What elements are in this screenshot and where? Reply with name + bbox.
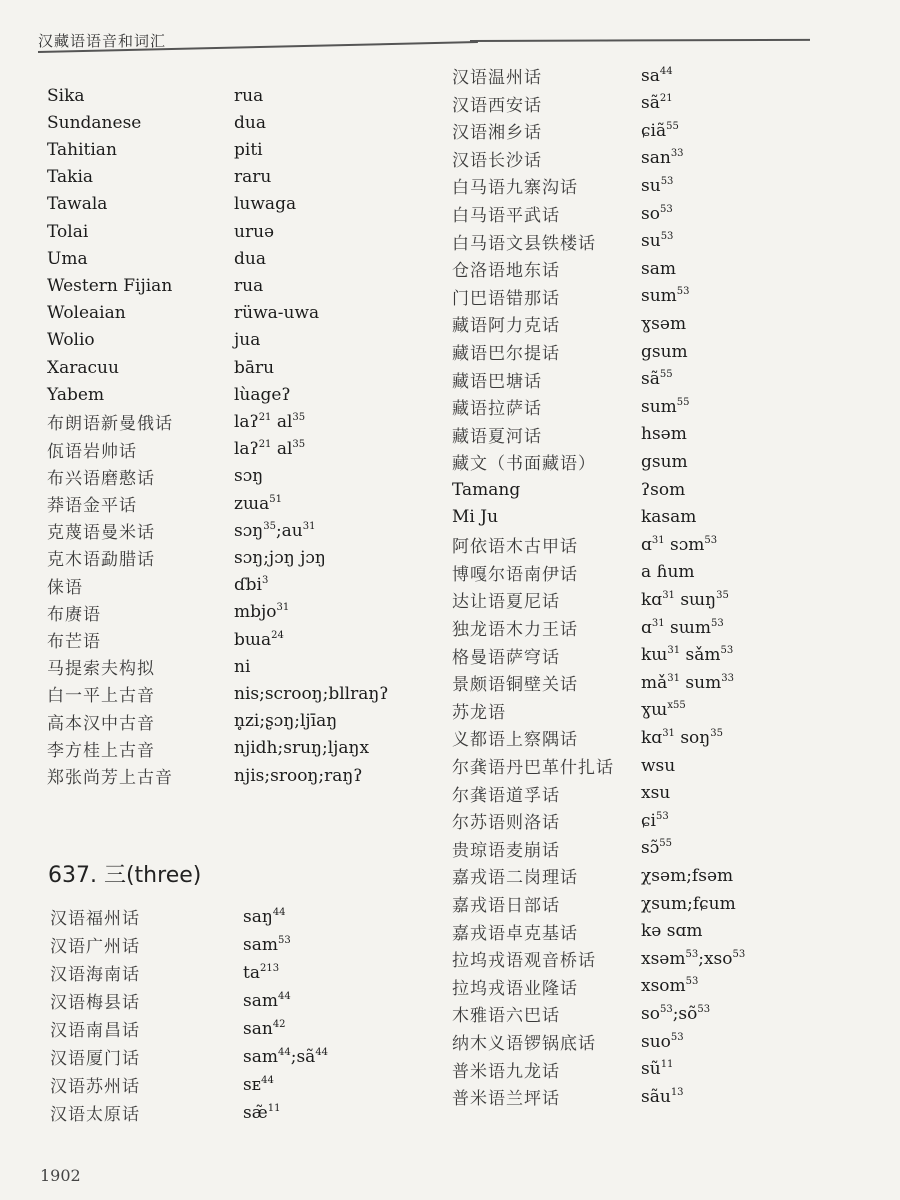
language-name: 布兴语磨憨话: [47, 468, 155, 489]
language-name: 莽语金平话: [47, 496, 137, 516]
entry-row: [452, 945, 872, 972]
word-form: sɔŋ;jɔŋ jɔŋ: [234, 547, 326, 568]
language-name: 义都语上察隅话: [452, 730, 578, 751]
word-form: bɯa$^{24}$: [234, 629, 284, 650]
word-form: χsum;fɕum: [641, 893, 736, 914]
word-form: zɯa$^{51}$: [234, 493, 282, 514]
word-form: $so^{53}$: [641, 203, 673, 224]
word-form: sᴇ$^{44}$: [243, 1074, 274, 1095]
language-name: 克蔑语曼米话: [47, 523, 155, 544]
entry-row: [47, 136, 467, 163]
language-name: 普米语兰坪话: [452, 1089, 560, 1110]
entry-row: [452, 642, 872, 669]
entry-row: [452, 724, 872, 751]
word-form: $mǎ^{31}$ sum$^{33}$: [641, 672, 734, 693]
word-form: ni: [234, 656, 251, 677]
language-name: 佤语岩帅话: [47, 441, 137, 462]
entry-row: [452, 310, 872, 337]
language-name: Tawala: [47, 194, 108, 215]
language-name: 尔龚语道孚话: [452, 785, 560, 806]
entry-row: [47, 490, 467, 517]
entry-row: [47, 164, 467, 191]
language-name: 汉语福州话: [50, 909, 140, 929]
entry-row: [47, 463, 467, 490]
word-form: $sã^{21}$: [641, 93, 673, 114]
section-title: 637. 三(three): [48, 863, 202, 888]
entry-row: [47, 735, 467, 762]
word-form: saŋ$^{44}$: [243, 906, 286, 927]
word-form: ɣsəm: [641, 313, 687, 334]
entry-row: [452, 835, 872, 862]
word-form: piti: [234, 139, 263, 160]
entry-row: [47, 381, 467, 408]
word-form: san$^{42}$: [243, 1018, 286, 1039]
running-header: 汉藏语语音和词汇: [38, 32, 167, 50]
word-form: xsəm$^{53}$;xso$^{53}$: [641, 948, 746, 969]
entry-row: [452, 807, 872, 834]
language-name: 布芒语: [47, 632, 101, 652]
language-name: 门巴语错那话: [452, 288, 560, 309]
entry-row: [452, 366, 872, 393]
entry-row: [47, 191, 467, 218]
language-name: 汉语长沙话: [452, 150, 542, 171]
entry-row: [47, 762, 467, 789]
word-form: hsəm: [641, 424, 687, 445]
entry-row: [452, 890, 872, 917]
language-name: Takia: [47, 167, 94, 188]
entry-row: [50, 959, 470, 986]
language-name: 嘉戎语日部话: [452, 896, 560, 916]
entry-row: [452, 90, 872, 117]
language-name: 克木语勐腊话: [47, 550, 155, 571]
word-form: njidh;sruŋ;ljaŋx: [234, 738, 370, 759]
word-form: gsum: [641, 341, 688, 362]
language-name: 汉语苏州话: [50, 1077, 140, 1097]
language-name: 格曼语萨穹话: [452, 647, 560, 668]
word-form: $ta^{213}$: [243, 962, 280, 983]
word-form: kɯ$^{31}$ sǎm$^{53}$: [641, 645, 734, 666]
language-name: 苏龙语: [452, 702, 506, 723]
page-number: 1902: [40, 1166, 81, 1185]
language-name: 白马语平武话: [452, 206, 560, 226]
language-name: 汉语太原话: [50, 1105, 140, 1125]
language-name: 藏语巴尔提话: [452, 344, 560, 364]
entry-row: [452, 559, 872, 586]
language-name: 汉语厦门话: [50, 1049, 140, 1069]
language-name: Western Fijian: [47, 275, 173, 296]
language-name: Uma: [47, 248, 88, 269]
word-form: ɕiã$^{55}$: [641, 120, 679, 141]
entry-row: [47, 272, 467, 299]
word-form: jua: [234, 330, 261, 351]
language-name: 嘉戎语二岗理话: [452, 868, 578, 889]
language-name: Tolai: [47, 221, 89, 242]
entry-row: [452, 448, 872, 475]
word-form: kə sɑm: [641, 921, 703, 942]
entry-row: [452, 62, 872, 89]
language-name: 独龙语木力王话: [452, 620, 578, 640]
entry-row: [47, 354, 467, 381]
entry-row: [452, 117, 872, 144]
word-form: $sũ^{11}$: [641, 1059, 674, 1080]
language-name: Wolio: [47, 330, 95, 351]
entry-row: [452, 338, 872, 365]
language-name: 纳木义语锣锅底话: [452, 1034, 596, 1054]
language-name: 拉坞戎语业隆话: [452, 978, 578, 999]
entry-row: [47, 300, 467, 327]
word-form: nis;scrooŋ;bllraŋʔ: [234, 683, 389, 704]
entry-row: [47, 708, 467, 735]
language-name: Sika: [47, 85, 85, 106]
language-name: 汉语湘乡话: [452, 123, 542, 144]
word-form: dua: [234, 112, 266, 133]
language-name: Yabem: [47, 384, 105, 405]
language-name: 尔龚语丹巴革什扎话: [452, 758, 614, 778]
entry-row: [47, 218, 467, 245]
entry-row: [47, 626, 467, 653]
entry-row: [47, 327, 467, 354]
word-form: luwaga: [234, 194, 297, 215]
word-form: bāru: [234, 357, 275, 378]
word-form: $sã^{55}$: [641, 369, 673, 390]
entry-row: [47, 82, 467, 109]
language-name: 汉语梅县话: [50, 993, 140, 1013]
word-form: suo$^{53}$: [641, 1031, 684, 1052]
language-name: 藏文（书面藏语）: [452, 454, 596, 475]
language-name: 汉语南昌话: [50, 1021, 140, 1041]
word-form: n̥zi;ʂɔŋ;ljīaŋ: [234, 711, 338, 732]
word-form: laʔ$^{21}$ $al^{35}$: [234, 411, 306, 432]
language-name: 布赓语: [47, 604, 101, 625]
language-name: 拉坞戎语观音桥话: [452, 951, 596, 972]
word-form: rua: [234, 85, 264, 106]
language-name: 嘉戎语卓克基话: [452, 923, 578, 944]
word-form: sɔ̃$^{55}$: [641, 838, 672, 859]
entry-row: [452, 586, 872, 613]
entry-row: [452, 669, 872, 696]
word-form: rua: [234, 275, 264, 296]
language-name: 达让语夏尼话: [452, 592, 560, 613]
language-name: 仓洛语地东话: [452, 261, 560, 282]
entry-row: [47, 109, 467, 136]
word-form: mbjo$^{31}$: [234, 602, 290, 623]
language-name: 木雅语六巴话: [452, 1006, 560, 1027]
word-form: gsum: [641, 451, 688, 472]
language-name: 贵琼语麦崩话: [452, 840, 560, 861]
language-name: Tamang: [452, 479, 521, 500]
word-form: a ɦum: [641, 562, 695, 583]
entry-row: [452, 697, 872, 724]
language-name: 白一平上古音: [47, 686, 155, 707]
language-name: 阿依语木古甲话: [452, 537, 578, 558]
language-name: 汉语广州话: [50, 937, 140, 957]
word-form: dua: [234, 248, 266, 269]
entry-row: [47, 245, 467, 272]
language-name: 白马语文县铁楼话: [452, 233, 596, 254]
word-form: $sam^{44};sã^{44}$: [243, 1046, 329, 1067]
word-form: kɑ$^{31}$ sɯŋ$^{35}$: [641, 589, 729, 610]
entry-row: [452, 752, 872, 779]
word-form: ɣɯ$^{x55}$: [641, 700, 686, 721]
language-name: 汉语温州话: [452, 68, 542, 88]
language-name: 景颇语铜壁关话: [452, 675, 578, 696]
entry-row: [452, 780, 872, 807]
word-form: ɗbi$^3$: [234, 575, 269, 596]
word-form: rüwa-uwa: [234, 303, 320, 324]
word-form: sãu$^{13}$: [641, 1086, 684, 1107]
entry-row: [47, 653, 467, 680]
entry-row: [47, 599, 467, 626]
word-form: sum$^{53}$: [641, 286, 690, 307]
language-name: Xaracuu: [47, 357, 119, 378]
language-name: 藏语阿力克话: [452, 316, 560, 337]
word-form: χsəm;fsəm: [641, 865, 734, 886]
entry-row: [452, 200, 872, 227]
entry-row: [50, 1099, 470, 1126]
word-form: ɕi$^{53}$: [641, 810, 669, 831]
entry-row: [452, 255, 872, 282]
entry-row: [452, 614, 872, 641]
word-form: laʔ$^{21}$ $al^{35}$: [234, 439, 306, 460]
word-form: $su^{53}$: [641, 175, 674, 196]
entry-row: [452, 172, 872, 199]
word-form: lùageʔ: [234, 384, 291, 405]
language-name: 高本汉中古音: [47, 713, 155, 734]
entry-row: [452, 476, 872, 503]
word-form: ɑ$^{31}$ sɔm$^{53}$: [641, 534, 718, 555]
entry-row: [47, 436, 467, 463]
entry-row: [47, 544, 467, 571]
entry-row: [452, 918, 872, 945]
word-form: sɔŋ: [234, 466, 264, 487]
language-name: Woleaian: [47, 303, 126, 324]
entry-row: [452, 531, 872, 558]
entry-row: [50, 1071, 470, 1098]
entry-row: [452, 1083, 872, 1110]
entry-row: [47, 572, 467, 599]
language-name: 白马语九寨沟话: [452, 178, 578, 199]
language-name: Mi Ju: [452, 507, 499, 528]
language-name: 汉语海南话: [50, 965, 140, 985]
entry-row: [452, 421, 872, 448]
word-form: $sa^{44}$: [641, 65, 673, 86]
word-form: uruə: [234, 221, 275, 242]
word-form: wsu: [641, 755, 676, 776]
language-name: Tahitian: [47, 139, 117, 160]
entry-row: [47, 408, 467, 435]
entry-row: [452, 393, 872, 420]
entry-row: [452, 228, 872, 255]
language-name: 尔苏语则洛话: [452, 813, 560, 834]
word-form: $so^{53};sõ^{53}$: [641, 1003, 711, 1024]
entry-row: [50, 1043, 470, 1070]
entry-row: [452, 973, 872, 1000]
language-name: 藏语拉萨话: [452, 399, 542, 420]
word-form: san$^{33}$: [641, 148, 684, 169]
word-form: ɑ$^{31}$ sɯm$^{53}$: [641, 617, 724, 638]
entry-row: [452, 283, 872, 310]
entry-row: [50, 1015, 470, 1042]
word-form: $su^{53}$: [641, 231, 674, 252]
entry-row: [452, 1000, 872, 1027]
entry-row: [452, 145, 872, 172]
entry-row: [47, 680, 467, 707]
entry-row: [452, 1028, 872, 1055]
word-form: ʔsom: [641, 479, 686, 500]
word-form: njis;srooŋ;raŋʔ: [234, 765, 363, 786]
word-form: $sɔŋ^{35};au^{31}$: [234, 520, 316, 541]
word-form: xsu: [641, 783, 671, 804]
word-form: kɑ$^{31}$ soŋ$^{35}$: [641, 727, 723, 748]
entry-row: [452, 862, 872, 889]
language-name: 博嘎尔语南伊话: [452, 564, 578, 585]
word-form: sum$^{55}$: [641, 396, 690, 417]
language-name: 郑张尚芳上古音: [47, 768, 173, 788]
entry-row: [50, 903, 470, 930]
language-name: 普米语九龙话: [452, 1061, 560, 1082]
language-name: 藏语夏河话: [452, 426, 542, 447]
word-form: raru: [234, 167, 272, 188]
entry-row: [50, 931, 470, 958]
language-name: 布朗语新曼俄话: [47, 414, 173, 435]
word-form: sæ̃$^{11}$: [243, 1102, 281, 1123]
language-name: 马提索夫构拟: [47, 659, 155, 680]
header-rule: [470, 39, 810, 42]
language-name: 俫语: [47, 577, 83, 598]
language-name: 藏语巴塘话: [452, 371, 542, 392]
word-form: sam$^{53}$: [243, 934, 291, 955]
entry-row: [452, 504, 872, 531]
language-name: 汉语西安话: [452, 95, 542, 116]
language-name: Sundanese: [47, 112, 142, 133]
entry-row: [47, 517, 467, 544]
word-form: sam$^{44}$: [243, 990, 291, 1011]
entry-row: [50, 987, 470, 1014]
word-form: kasam: [641, 507, 697, 528]
language-name: 李方桂上古音: [47, 740, 155, 761]
word-form: xsom$^{53}$: [641, 976, 699, 997]
entry-row: [452, 1056, 872, 1083]
word-form: sam: [641, 258, 676, 279]
